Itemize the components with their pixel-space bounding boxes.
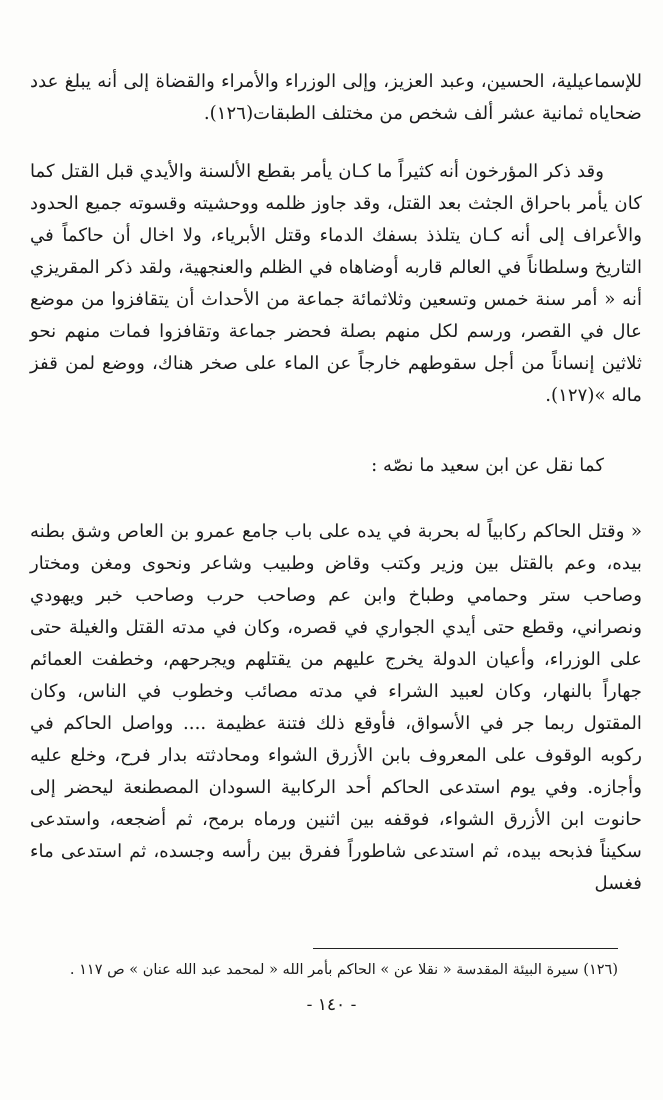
paragraph-3: كما نقل عن ابن سعيد ما نصّه : [371, 455, 604, 476]
paragraph-2: وقد ذكر المؤرخون أنه كثيراً ما كـان يأمر بقطع الألسنة والأيدي قبل القتل كما كان يأمر باحراق الجثث بعد القتل، وقد جاوز ظلمه ووحشيته وقسوته جميع الحدود والأعراف إلى أنه كـان يتلذذ بسفك الدماء وقتل الأبرياء، ولا اخال أن حاكماً في التاريخ وسلطاناً في العالم قاربه أوضاهاه في الظلم والعنجهية، ولقد ذكر المقريزي أنه « أمر سنة خمس وتسعين وثلاثمائة جماعة من الأحداث أن يتقافزوا من موضع عال في القصر، ورسم لكل منهم بصلة فحضر جماعة وتقافزوا فمات منهم نحو ثلاثين إنساناً من أجل سقوطهم خارجاً عن الماء على صخر هناك، ووضع لمن قفز ماله »(١٢٧). [30, 161, 642, 406]
page-number: - ١٤٠ - [306, 995, 357, 1015]
footnote-divider [313, 948, 618, 949]
paragraph-1: للإسماعيلية، الحسين، وعبد العزيز، وإلى الوزراء والأمراء والقضاة إلى أنه يبلغ عدد ضحاياه ثمانية عشر ألف شخص من مختلف الطبقات(١٢٦). [30, 71, 642, 124]
footnote: (١٢٦) سيرة البيئة المقدسة « نقلا عن » الحاكم بأمر الله « لمحمد عبد الله عنان » ص ١١٧ . [69, 962, 618, 978]
page-body [30, 66, 642, 1076]
paragraph-4: « وقتل الحاكم ركابياً له بحربة في يده على باب جامع عمرو بن العاص وشق بطنه بيده، وعم بالقتل بين وزير وكتب وقاض وطبيب وشاعر ونحوى ومغن ومختار وصاحب ستر وحمامي وطباخ وابن عم وصاحب حرب وصاحب خبر ويهودي ونصراني، وقطع حتى أيدي الجواري في قصره، وكان في مدته القتل والغيلة حتى على الوزراء، وأعيان الدولة يخرج عليهم من يقتلهم ويجرحهم، وخطفت العمائم جهاراً بالنهار، وكان لعبيد الشراء في مدته مصائب وخطوب في الناس، وكان المقتول ربما جر في الأسواق، فأوقع ذلك فتنة عظيمة .... وواصل الحاكم في ركوبه الوقوف على المعروف بابن الأزرق الشواء ومحادثته بدار فرح، وخلع عليه وأجازه. وفي يوم استدعى الحاكم أحد الركابية السودان المصطنعة ليحضر إلى حانوت ابن الأزرق الشواء، فوقفه بين اثنين ورماه برمح، ثم أضجعه، واستدعى سكيناً فذبحه بيده، ثم استدعى شاطوراً ففرق بين رأسه وجسده، ثم استدعى ماء فغسل [30, 521, 642, 894]
